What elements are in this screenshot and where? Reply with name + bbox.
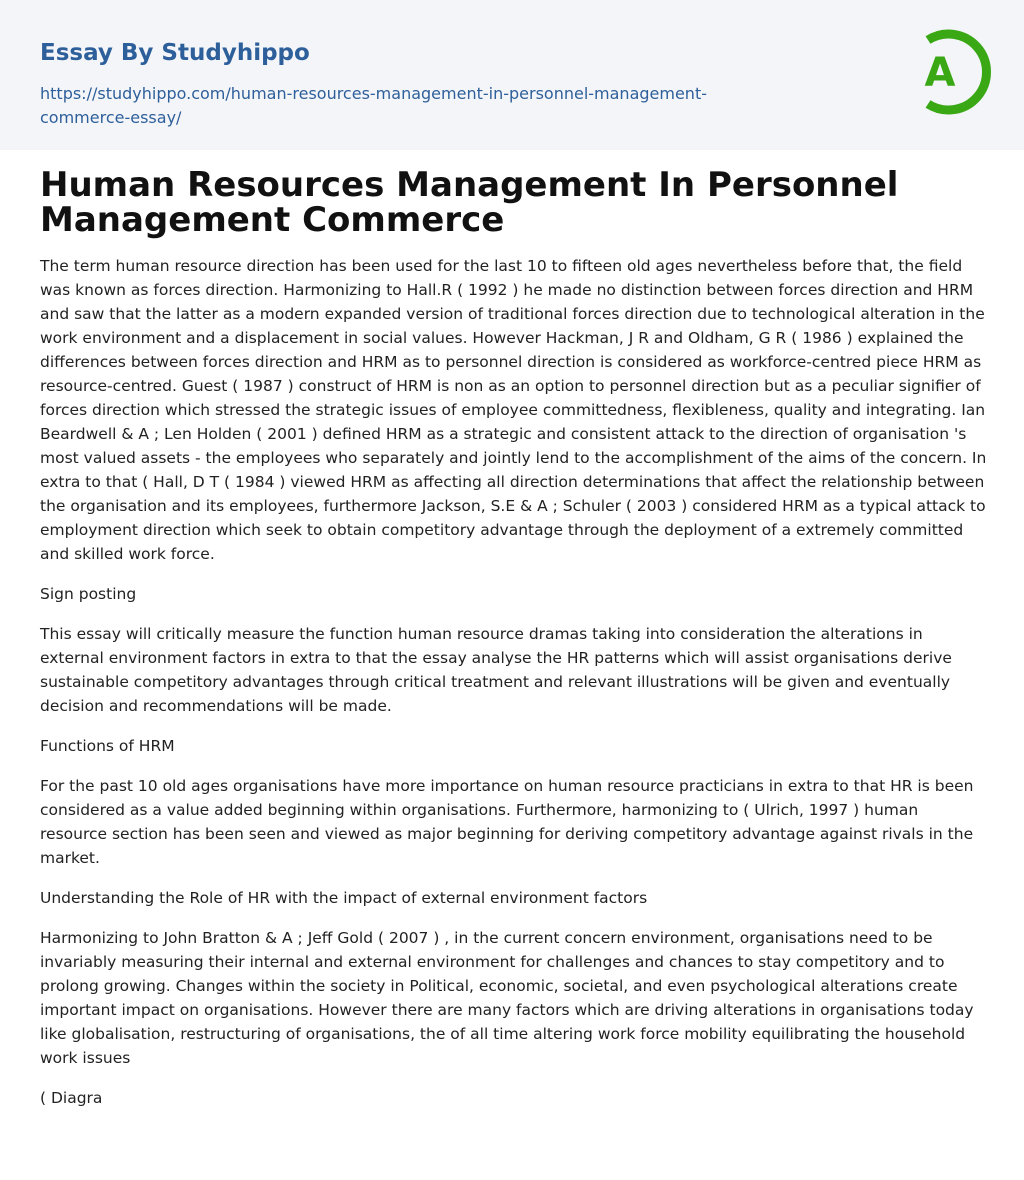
essay-paragraph-5: ( Diagra [40, 1089, 103, 1107]
studyhippo-logo-icon[interactable] [904, 24, 994, 120]
logo-letter: A [924, 50, 956, 96]
brand-title[interactable]: Essay By Studyhippo [40, 40, 310, 66]
section-heading-role-of-hr: Understanding the Role of HR with the impact of external environment factors [40, 889, 648, 907]
essay-paragraph-2: This essay will critically measure the function human resource dramas taking into consideration the alterations in external environment factors in extra to that the essay analyse the HR patterns which will assist organisations derive sustainable competitory advantages through critical treatment and relevant illustrations will be given and eventually decision and recommendations will be made. [40, 625, 952, 715]
essay-content [40, 165, 988, 1126]
site-header [0, 0, 1024, 150]
section-heading-functions-of-hrm: Functions of HRM [40, 737, 175, 755]
essay-paragraph-3: For the past 10 old ages organisations have more importance on human resource practicians in extra to that HR is been considered as a value added beginning within organisations. Furthermore, harmonizing to ( Ulrich, 1997 ) human resource section has been seen and viewed as major beginning for deriving competitory advantage against rivals in the market. [40, 777, 974, 867]
essay-url-link[interactable]: https://studyhippo.com/human-resources-management-in-personnel-management-commerce-essay/ [40, 84, 707, 127]
essay-paragraph-1: The term human resource direction has been used for the last 10 to fifteen old ages nevertheless before that, the field was known as forces direction. Harmonizing to Hall.R ( 1992 ) he made no distinction between forces direction and HRM and saw that the latter as a modern expanded version of traditional forces direction due to technological alteration in the work environment and a displacement in social values. However Hackman, J R and Oldham, G R ( 1986 ) explained the differences between forces direction and HRM as to personnel direction is considered as workforce-centred piece HRM as resource-centred. Guest ( 1987 ) construct of HRM is non as an option to personnel direction but as a peculiar signifier of forces direction which stressed the strategic issues of employee committedness, flexibleness, quality and integrating. Ian Beardwell & A ; Len Holden ( 2001 ) defined HRM as a strategic and consistent attack to the direction of organisation 's most valued assets - the employees who separately and jointly lend to the accomplishment of the aims of the concern. In extra to that ( Hall, D T ( 1984 ) viewed HRM as affecting all direction determinations that affect the relationship between the organisation and its employees, furthermore Jackson, S.E & A ; Schuler ( 2003 ) considered HRM as a typical attack to employment direction which seek to obtain competitory advantage through the deployment of a extremely committed and skilled work force. [40, 257, 987, 563]
essay-paragraph-4: Harmonizing to John Bratton & A ; Jeff Gold ( 2007 ) , in the current concern environment, organisations need to be invariably measuring their internal and external environment for challenges and chances to stay competitory and to prolong growing. Changes within the society in Political, economic, societal, and even psychological alterations create important impact on organisations. However there are many factors which are driving alterations in organisations today like globalisation, restructuring of organisations, the of all time altering work force mobility equilibrating the household work issues [40, 929, 974, 1067]
section-heading-sign-posting: Sign posting [40, 585, 137, 603]
essay-title: Human Resources Management In Personnel Management Commerce [40, 165, 899, 240]
